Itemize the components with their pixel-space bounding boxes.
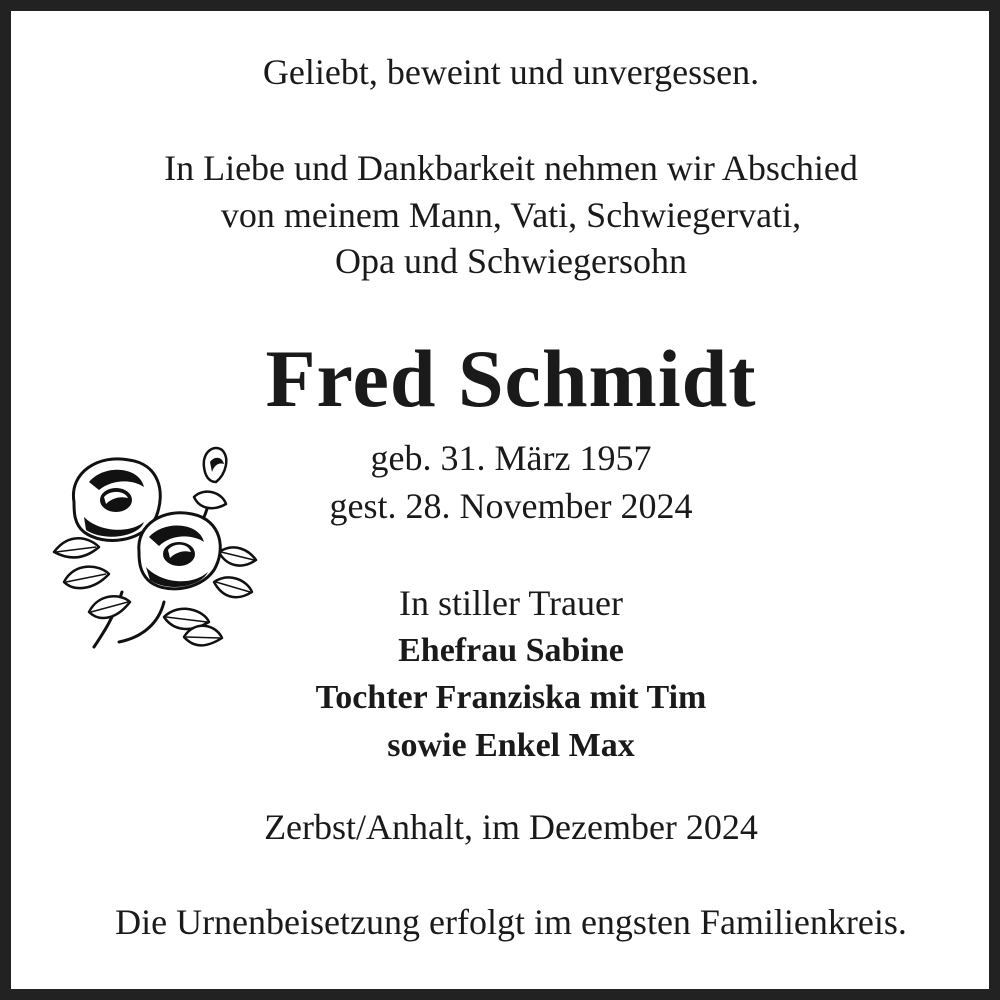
place-date: Zerbst/Anhalt, im Dezember 2024 bbox=[264, 807, 758, 847]
deceased-name: Fred Schmidt bbox=[265, 333, 757, 424]
rose-bouquet-icon bbox=[44, 442, 258, 654]
motto: Geliebt, beweint und unvergessen. bbox=[262, 52, 760, 92]
mourning-label: In stiller Trauer bbox=[399, 583, 623, 623]
mourner-2: Tochter Franziska mit Tim bbox=[315, 679, 707, 716]
intro-line-1: In Liebe und Dankbarkeit nehmen wir Abschied bbox=[164, 148, 858, 188]
intro-line-3: Opa und Schwiegersohn bbox=[335, 241, 687, 281]
burial-note: Die Urnenbeisetzung erfolgt im engsten Familienkreis. bbox=[115, 902, 907, 942]
birth-date: geb. 31. März 1957 bbox=[370, 438, 652, 478]
mourner-3: sowie Enkel Max bbox=[387, 727, 635, 764]
death-date: gest. 28. November 2024 bbox=[329, 486, 693, 526]
intro-line-2: von meinem Mann, Vati, Schwiegervati, bbox=[220, 195, 802, 235]
mourner-1: Ehefrau Sabine bbox=[398, 632, 624, 669]
